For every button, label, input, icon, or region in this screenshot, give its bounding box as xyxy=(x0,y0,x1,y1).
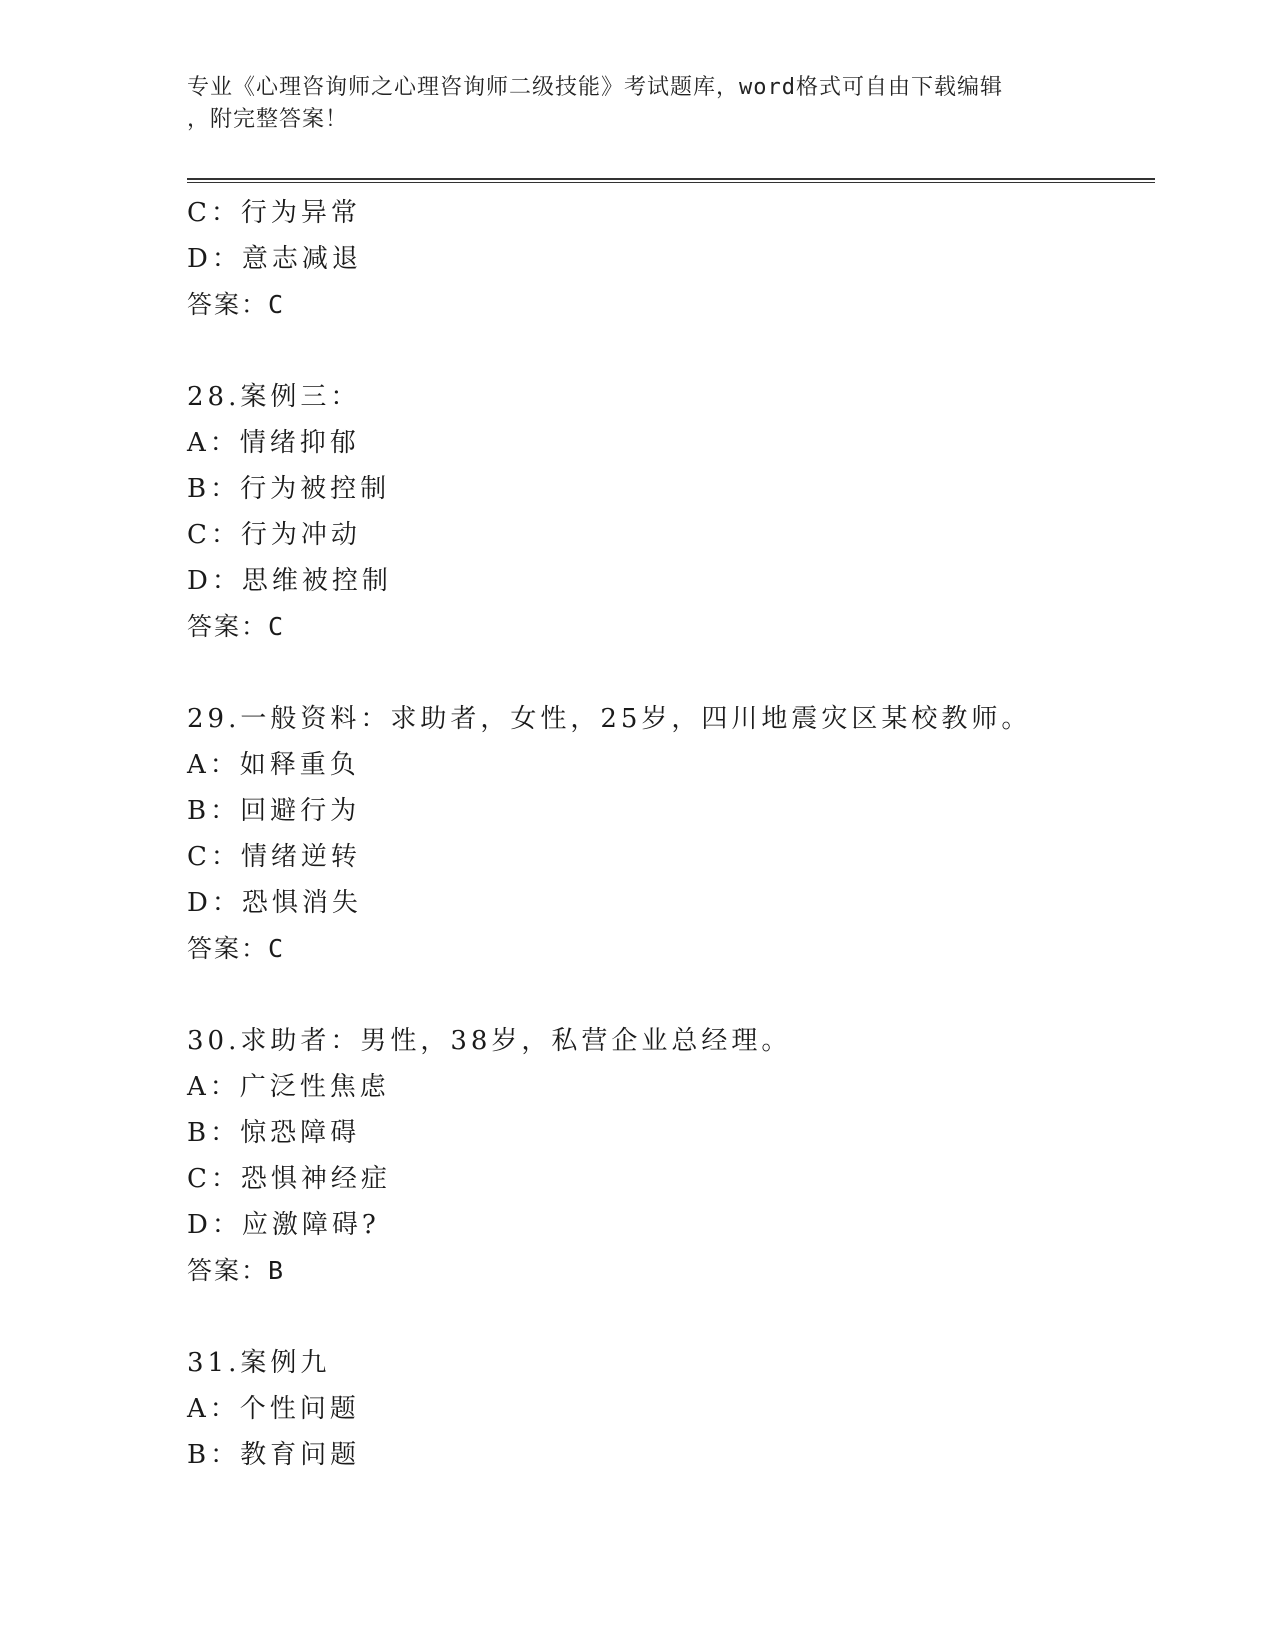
option-d: D：思维被控制 xyxy=(187,566,392,596)
spacer xyxy=(187,972,1147,1018)
question-28: 28.案例三： xyxy=(187,382,361,412)
header-divider xyxy=(187,178,1155,183)
header-line-1: 专业《心理咨询师之心理咨询师二级技能》考试题库，word格式可自由下载编辑 xyxy=(187,75,1003,100)
option-c: C：情绪逆转 xyxy=(187,842,361,872)
option-a: A：情绪抑郁 xyxy=(187,428,360,458)
question-30: 30.求助者：男性，38岁，私营企业总经理。 xyxy=(187,1026,792,1056)
option-b: B：行为被控制 xyxy=(187,474,391,504)
answer-text: 答案：B xyxy=(187,1256,286,1285)
spacer xyxy=(187,650,1147,696)
question-31: 31.案例九 xyxy=(187,1348,331,1378)
document-header xyxy=(187,72,1087,136)
spacer xyxy=(187,328,1147,374)
option-d: D：应激障碍? xyxy=(187,1210,380,1240)
option-d: D：恐惧消失 xyxy=(187,888,362,918)
option-b: B：惊恐障碍 xyxy=(187,1118,361,1148)
answer-text: 答案：C xyxy=(187,934,286,963)
answer-text: 答案：C xyxy=(187,290,286,319)
option-a: A：广泛性焦虑 xyxy=(187,1072,390,1102)
option-c: C：行为冲动 xyxy=(187,520,361,550)
answer-text: 答案：C xyxy=(187,612,286,641)
question-list xyxy=(187,190,1147,1478)
option-c: C：恐惧神经症 xyxy=(187,1164,391,1194)
option-b: B：教育问题 xyxy=(187,1440,361,1470)
option-c: C：行为异常 xyxy=(187,198,361,228)
question-29: 29.一般资料：求助者，女性，25岁，四川地震灾区某校教师。 xyxy=(187,704,1032,734)
option-a: A：个性问题 xyxy=(187,1394,360,1424)
header-line-2: ，附完整答案！ xyxy=(187,107,349,132)
option-d: D：意志减退 xyxy=(187,244,362,274)
option-b: B：回避行为 xyxy=(187,796,361,826)
option-a: A：如释重负 xyxy=(187,750,360,780)
spacer xyxy=(187,1294,1147,1340)
